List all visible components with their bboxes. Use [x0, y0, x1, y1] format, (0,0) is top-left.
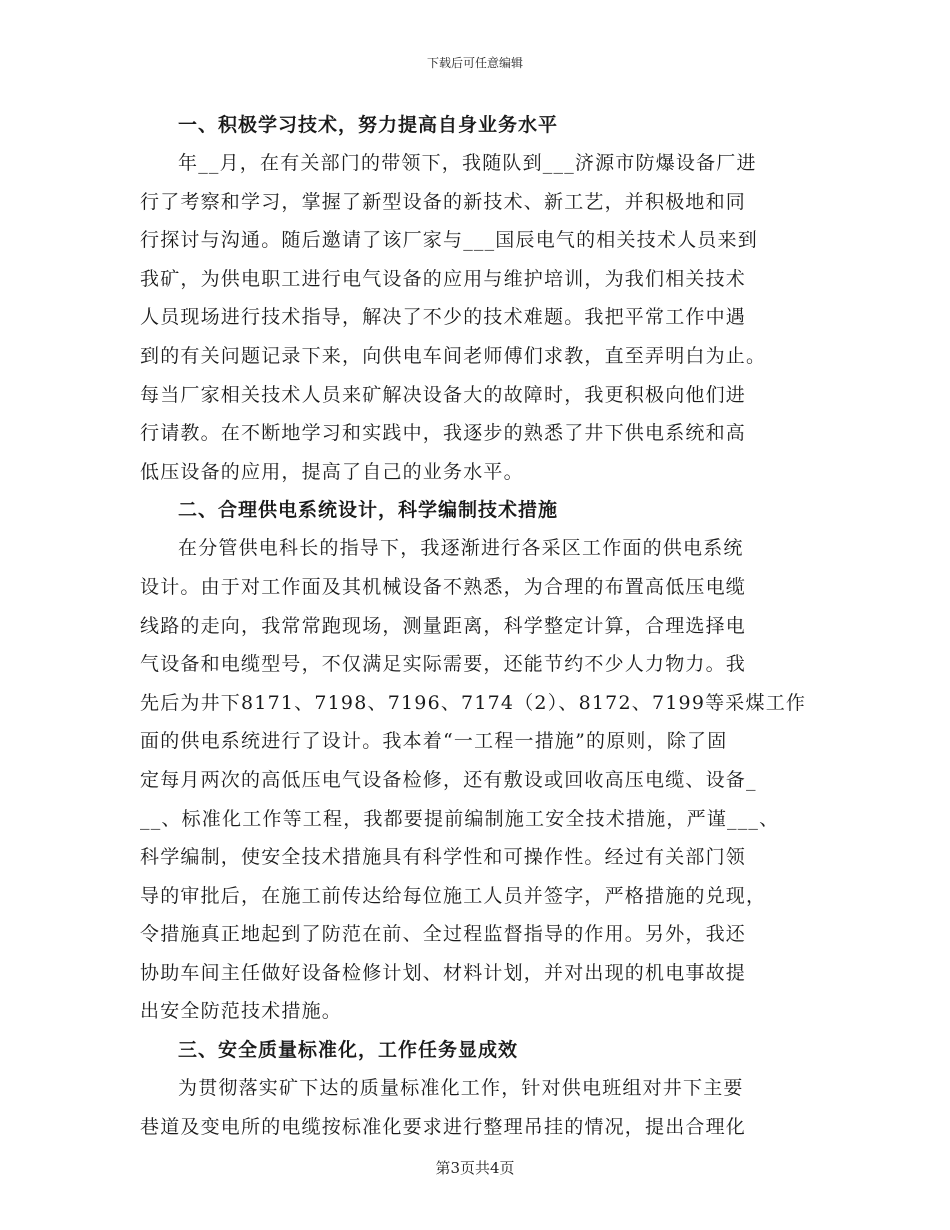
paragraph-line: 行探讨与沟通。随后邀请了该厂家与___国辰电气的相关技术人员来到 — [140, 229, 758, 252]
paragraph-line: 先后为井下8171、7198、7196、7174（2）、8172、7199等采煤工作 — [140, 691, 807, 714]
paragraph-line: 人员现场进行技术指导，解决了不少的技术难题。我把平常工作中遇 — [140, 306, 747, 329]
section-paragraph-1 — [140, 144, 816, 491]
paragraph-line: 每当厂家相关技术人员来矿解决设备大的故障时，我更积极向他们进 — [140, 383, 747, 406]
paragraph-line: 年__月，在有关部门的带领下，我随队到___济源市防爆设备厂进 — [178, 152, 757, 174]
paragraph-line: 协助车间主任做好设备检修计划、材料计划，并对出现的机电事故提 — [140, 961, 747, 984]
paragraph-line: 定每月两次的高低压电气设备检修，还有敷设或回收高压电缆、设备_ — [140, 768, 757, 791]
section-paragraph-3 — [140, 1069, 816, 1146]
paragraph-line: 我矿，为供电职工进行电气设备的应用与维护培训，为我们相关技术 — [140, 267, 747, 290]
paragraph-line: 科学编制，使安全技术措施具有科学性和可操作性。经过有关部门领 — [140, 846, 747, 869]
paragraph-line: 面的供电系统进行了设计。我本着“一工程一措施”的原则，除了固 — [140, 730, 728, 753]
paragraph-line: 为贯彻落实矿下达的质量标准化工作，针对供电班组对井下主要 — [178, 1077, 744, 1100]
paragraph-line: 低压设备的应用，提高了自己的业务水平。 — [140, 460, 524, 483]
page-footer: 第3页共4页 — [435, 1159, 515, 1177]
paragraph-line: 行请教。在不断地学习和实践中，我逐步的熟悉了井下供电系统和高 — [140, 422, 747, 445]
section-paragraph-2 — [140, 529, 816, 1031]
paragraph-line: 令措施真正地起到了防范在前、全过程监督指导的作用。另外，我还 — [140, 923, 747, 946]
paragraph-line: 在分管供电科长的指导下，我逐渐进行各采区工作面的供电系统 — [178, 537, 744, 560]
paragraph-line: 导的审批后，在施工前传达给每位施工人员并签字，严格措施的兑现， — [140, 884, 767, 907]
paragraph-line: 线路的走向，我常常跑现场，测量距离，科学整定计算，合理选择电 — [140, 614, 747, 637]
page-header: 下载后可任意编辑 — [426, 56, 523, 70]
paragraph-line: 巷道及变电所的电缆按标准化要求进行整理吊挂的情况，提出合理化 — [140, 1115, 747, 1138]
paragraph-line: __、标准化工作等工程，我都要提前编制施工安全技术措施，严谨___、 — [140, 807, 780, 830]
paragraph-line: 设计。由于对工作面及其机械设备不熟悉，为合理的布置高低压电缆 — [140, 575, 747, 598]
section-heading-3: 三、安全质量标准化，工作任务显成效 — [178, 1039, 519, 1062]
section-heading-2: 二、合理供电系统设计，科学编制技术措施 — [178, 499, 559, 522]
section-heading-1: 一、积极学习技术，努力提高自身业务水平 — [178, 114, 559, 136]
paragraph-line: 行了考察和学习，掌握了新型设备的新技术、新工艺，并积极地和同 — [140, 190, 747, 213]
document-body — [140, 106, 816, 1146]
paragraph-line: 出安全防范技术措施。 — [140, 1000, 343, 1023]
paragraph-line: 到的有关问题记录下来，向供电车间老师傅们求教，直至弄明白为止。 — [140, 344, 767, 367]
paragraph-line: 气设备和电缆型号，不仅满足实际需要，还能节约不少人力物力。我 — [140, 653, 747, 676]
